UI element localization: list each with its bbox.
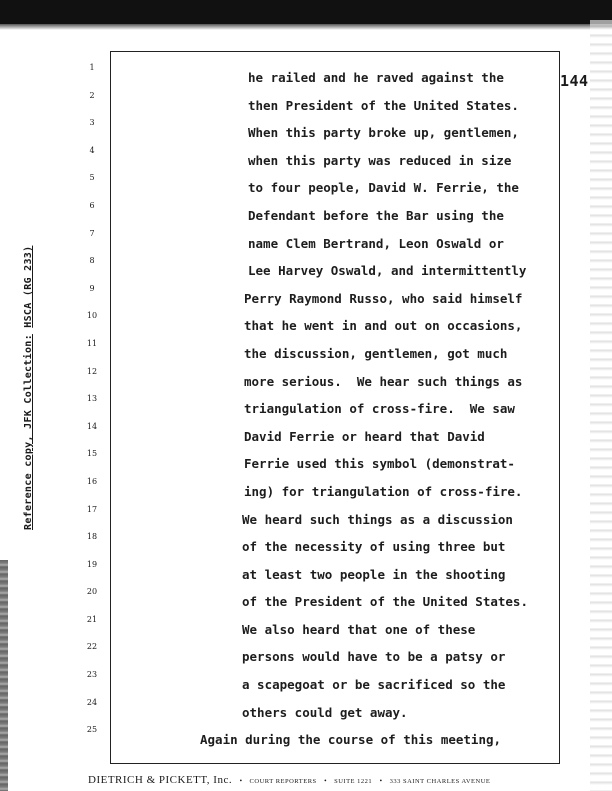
- transcript-line: When this party broke up, gentlemen,: [248, 125, 519, 141]
- transcript-body: [120, 64, 560, 754]
- line-number: 22: [86, 642, 98, 652]
- court-reporter-footer: [88, 774, 548, 786]
- transcript-line: of the President of the United States.: [242, 594, 528, 610]
- line-number: 2: [89, 90, 95, 100]
- transcript-line: at least two people in the shooting: [242, 566, 506, 582]
- line-number: 8: [89, 256, 95, 266]
- transcript-line: We heard such things as a discussion: [242, 511, 513, 527]
- footer-separator: •: [379, 777, 383, 785]
- transcript-line: David Ferrie or heard that David: [244, 428, 485, 444]
- footer-separator: •: [324, 777, 327, 785]
- transcript-line: he railed and he raved against the: [248, 70, 504, 85]
- transcript-line: of the necessity of using three but: [242, 539, 506, 555]
- transcript-line: persons would have to be a patsy or: [242, 649, 506, 665]
- line-number: 10: [86, 311, 98, 321]
- transcript-line: to four people, David W. Ferrie, the: [248, 180, 519, 196]
- transcript-line: then President of the United States.: [248, 97, 519, 113]
- line-number: 16: [86, 476, 98, 486]
- line-number: 15: [86, 449, 98, 459]
- footer-service: COURT REPORTERS: [249, 778, 317, 785]
- stamp-prefix: Reference copy, JFK Collection:: [23, 334, 34, 530]
- line-number: 23: [86, 670, 98, 680]
- line-number: 19: [86, 559, 98, 569]
- transcript-line: that he went in and out on occasions,: [244, 318, 523, 334]
- page-number: 144: [560, 72, 589, 90]
- footer-separator: •: [239, 777, 243, 785]
- line-number: 12: [86, 366, 98, 376]
- footer-address: 333 SAINT CHARLES AVENUE: [389, 778, 491, 785]
- line-number: 24: [86, 697, 98, 707]
- transcript-line: Ferrie used this symbol (demonstrat-: [244, 456, 515, 472]
- line-number: 11: [86, 338, 98, 348]
- line-number: 5: [89, 173, 95, 183]
- line-number-column: [80, 62, 104, 752]
- line-number: 6: [89, 200, 95, 210]
- line-number: 25: [86, 725, 98, 735]
- transcript-line: triangulation of cross-fire. We saw: [244, 401, 515, 417]
- transcript-line: We also heard that one of these: [242, 621, 476, 637]
- scan-top-border: [0, 0, 612, 24]
- scan-right-edge-noise: [590, 20, 612, 791]
- line-number: 4: [89, 145, 95, 155]
- transcript-line: when this party was reduced in size: [248, 152, 512, 168]
- line-number: 7: [89, 228, 95, 238]
- transcript-line: Defendant before the Bar using the: [248, 207, 504, 223]
- transcript-line: Perry Raymond Russo, who said himself: [244, 290, 523, 306]
- transcript-line: Lee Harvey Oswald, and intermittently: [248, 263, 527, 279]
- scan-shadow: [0, 24, 612, 30]
- line-number: 13: [86, 394, 98, 404]
- line-number: 9: [89, 283, 95, 293]
- line-number: 14: [86, 421, 98, 431]
- line-number: 20: [86, 587, 98, 597]
- transcript-line: the discussion, gentlemen, got much: [244, 345, 508, 361]
- line-number: 21: [86, 614, 98, 624]
- transcript-line: a scapegoat or be sacrificed so the: [242, 677, 506, 693]
- line-number: 17: [86, 504, 98, 514]
- stamp-collection: HSCA (RG 233): [23, 245, 34, 328]
- transcript-line: more serious. We hear such things as: [244, 373, 523, 389]
- line-number: 3: [89, 118, 95, 128]
- transcript-line: others could get away.: [242, 704, 408, 720]
- footer-firm: DIETRICH & PICKETT, Inc.: [88, 774, 233, 786]
- footer-suite: SUITE 1221: [334, 778, 373, 785]
- transcript-line: ing) for triangulation of cross-fire.: [244, 483, 523, 499]
- line-number: 18: [86, 532, 98, 542]
- transcript-line: Again during the course of this meeting,: [200, 732, 502, 748]
- line-number: 1: [89, 63, 95, 72]
- transcript-line: name Clem Bertrand, Leon Oswald or: [248, 235, 504, 251]
- scan-left-edge-noise: [0, 560, 8, 791]
- reference-copy-stamp: [23, 246, 34, 530]
